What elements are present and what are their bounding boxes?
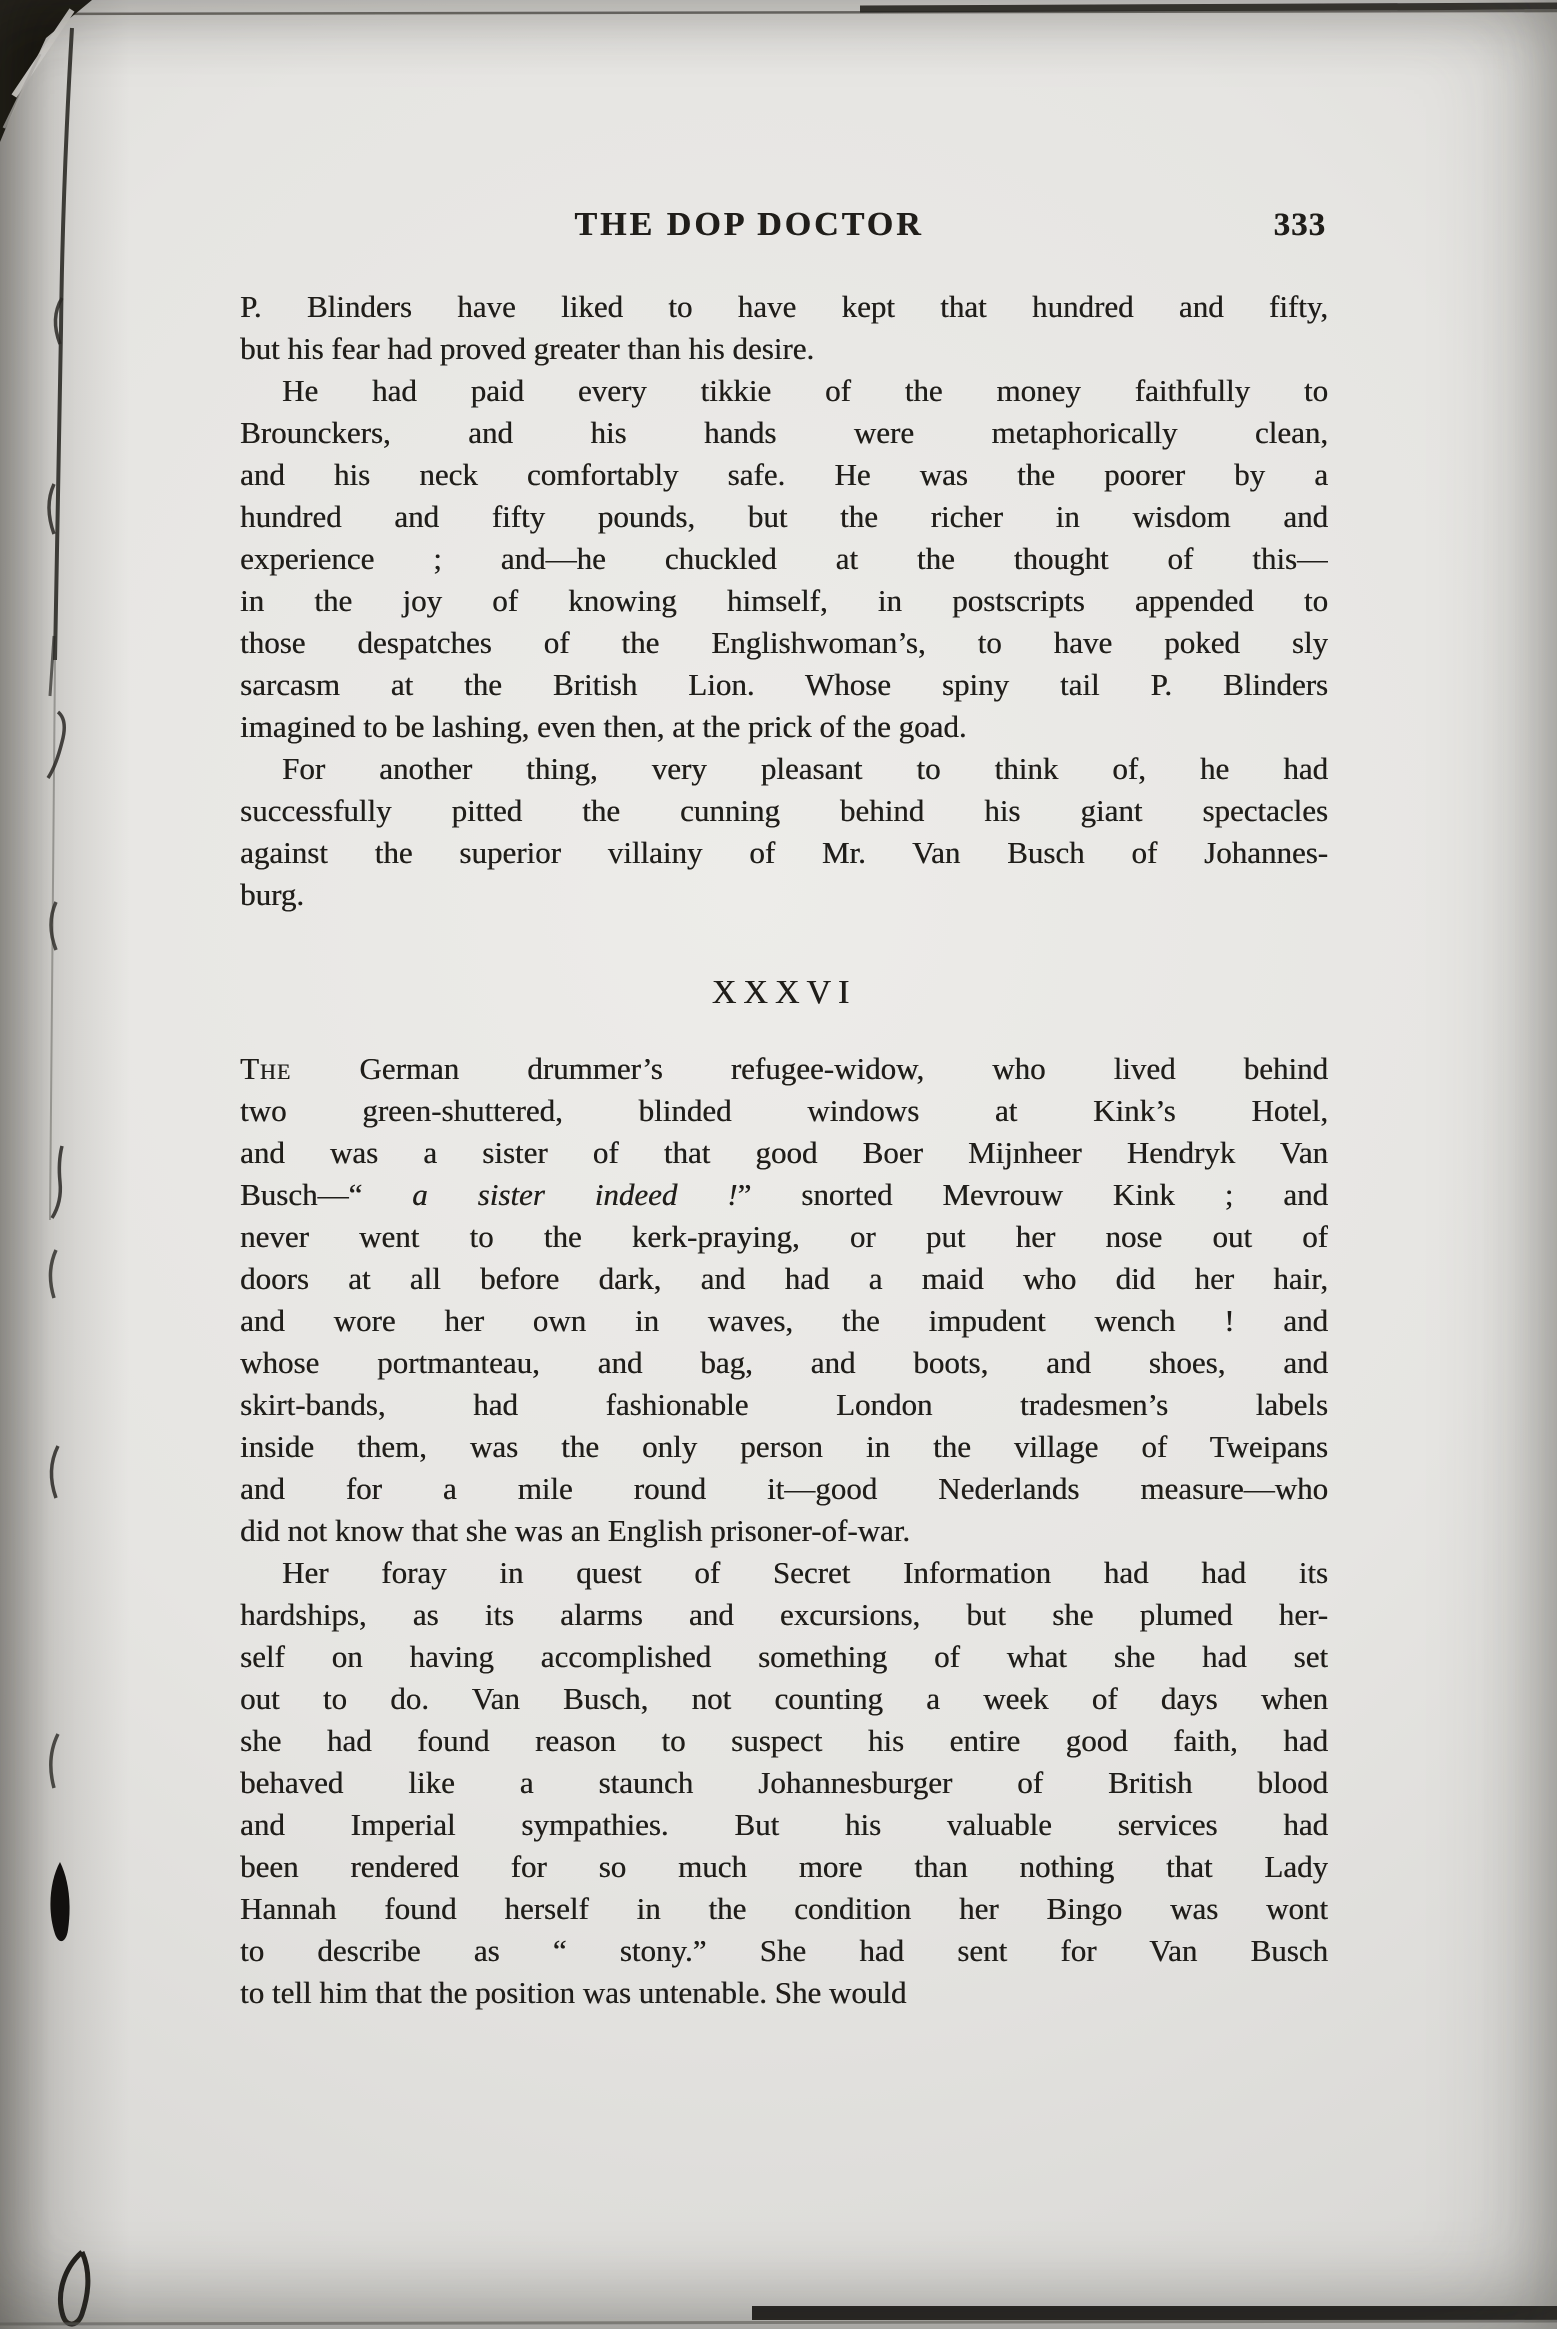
text-segment: hardships, as its alarms and excursions, but she plumed her- (240, 1597, 1328, 1632)
text-line (240, 1090, 1328, 1132)
text-segment: imagined to be lashing, even then, at the prick of the goad. (240, 709, 967, 744)
text-segment: doors at all before dark, and had a maid who did her hair, (240, 1261, 1328, 1296)
text-line (240, 1972, 1328, 2014)
scan-bottom-dark-band (752, 2306, 1557, 2320)
text-segment-smallcaps: The (240, 1051, 292, 1086)
ink-mark-bottom (60, 2252, 88, 2324)
text-segment: against the superior villainy of Mr. Van Busch of Johannes- (240, 835, 1328, 870)
text-segment: out to do. Van Busch, not counting a week of days when (240, 1681, 1328, 1716)
page-body (240, 286, 1328, 2014)
text-line (240, 664, 1328, 706)
text-segment: Hannah found herself in the condition her Bingo was wont (240, 1891, 1328, 1926)
text-segment: and his neck comfortably safe. He was the poorer by a (240, 457, 1328, 492)
text-line (240, 832, 1328, 874)
page-corner-fold-line (14, 10, 72, 96)
text-segment: hundred and fifty pounds, but the richer in wisdom and (240, 499, 1328, 534)
text-line (240, 748, 1328, 790)
ink-mark (50, 1250, 56, 1298)
gutter-pen-line-faint (50, 660, 55, 1220)
text-line (240, 1552, 1328, 1594)
ink-mark (48, 712, 64, 778)
running-title: THE DOP DOCTOR (574, 206, 924, 243)
text-segment: been rendered for so much more than nothing that Lady (240, 1849, 1328, 1884)
text-segment: Busch—“ (240, 1177, 413, 1212)
text-line (240, 1174, 1328, 1216)
text-line (240, 790, 1328, 832)
text-segment: Her foray in quest of Secret Information had had its (282, 1555, 1328, 1590)
text-segment: never went to the kerk-praying, or put her nose out of (240, 1219, 1328, 1254)
text-line (240, 1258, 1328, 1300)
text-line (240, 1846, 1328, 1888)
text-line (240, 1930, 1328, 1972)
text-segment: she had found reason to suspect his entire good faith, had (240, 1723, 1328, 1758)
text-segment: skirt-bands, had fashionable London tradesmen’s labels (240, 1387, 1328, 1422)
text-segment: sarcasm at the British Lion. Whose spiny tail P. Blinders (240, 667, 1328, 702)
binding-gutter-shadow (0, 0, 130, 2329)
text-line (240, 1678, 1328, 1720)
text-segment: to tell him that the position was untenable. She would (240, 1975, 907, 2010)
text-segment: experience ; and—he chuckled at the thought of this— (240, 541, 1328, 576)
text-segment: ” snorted Mevrouw Kink ; and (737, 1177, 1328, 1212)
text-line (240, 874, 1328, 916)
text-line (240, 1300, 1328, 1342)
running-header (240, 206, 1328, 250)
page-number: 333 (1273, 207, 1326, 243)
ink-mark (55, 298, 62, 344)
text-line (240, 1762, 1328, 1804)
text-segment: whose portmanteau, and bag, and boots, and shoes, and (240, 1345, 1328, 1380)
text-line (240, 496, 1328, 538)
text-segment: burg. (240, 877, 305, 912)
text-segment: but his fear had proved greater than his desire. (240, 331, 815, 366)
text-column (240, 206, 1328, 2014)
text-line (240, 328, 1328, 370)
page-corner-mark (0, 0, 92, 142)
text-segment-italic: a sister indeed ! (412, 1177, 738, 1212)
text-segment: successfully pitted the cunning behind his giant spectacles (240, 793, 1328, 828)
text-line (240, 1468, 1328, 1510)
ink-mark (50, 636, 54, 696)
text-line (240, 1636, 1328, 1678)
text-line (240, 1594, 1328, 1636)
text-segment: Brounckers, and his hands were metaphorically clean, (240, 415, 1328, 450)
text-segment: For another thing, very pleasant to think of, he had (282, 751, 1328, 786)
text-segment: and for a mile round it—good Nederlands measure—who (240, 1471, 1328, 1506)
text-segment: and wore her own in waves, the impudent wench ! and (240, 1303, 1328, 1338)
scan-top-edge-dark-band (860, 6, 1557, 9)
text-segment: and Imperial sympathies. But his valuable services had (240, 1807, 1328, 1842)
page-corner-fold-line-2 (4, 54, 40, 128)
text-line (240, 1216, 1328, 1258)
text-line (240, 370, 1328, 412)
text-segment: P. Blinders have liked to have kept that hundred and fifty, (240, 289, 1328, 324)
text-line (240, 706, 1328, 748)
text-segment: two green-shuttered, blinded windows at Kink’s Hotel, (240, 1093, 1328, 1128)
text-segment: He had paid every tikkie of the money faithfully to (282, 373, 1328, 408)
text-segment: those despatches of the Englishwoman’s, to have poked sly (240, 625, 1328, 660)
text-line (240, 622, 1328, 664)
text-segment: to describe as “ stony.” She had sent for Van Busch (240, 1933, 1328, 1968)
text-line (240, 538, 1328, 580)
ink-mark (52, 1146, 62, 1218)
text-line (240, 1888, 1328, 1930)
ink-blob (50, 1862, 69, 1941)
text-segment: German drummer’s refugee-widow, who lived behind (291, 1051, 1328, 1086)
ink-mark (51, 902, 56, 950)
text-line (240, 580, 1328, 622)
text-line (240, 454, 1328, 496)
gutter-pen-line (55, 28, 72, 660)
scan-bottom-edge-line (0, 2321, 1557, 2324)
text-line (240, 412, 1328, 454)
text-line (240, 286, 1328, 328)
text-segment: did not know that she was an English prisoner-of-war. (240, 1513, 911, 1548)
text-line (240, 1426, 1328, 1468)
ink-mark (51, 1734, 58, 1788)
text-segment: inside them, was the only person in the village of Tweipans (240, 1429, 1328, 1464)
text-segment: self on having accomplished something of what she had set (240, 1639, 1328, 1674)
scan-top-edge-line (0, 11, 1557, 14)
text-line (240, 1510, 1328, 1552)
text-segment: behaved like a staunch Johannesburger of British blood (240, 1765, 1328, 1800)
text-line (240, 1384, 1328, 1426)
text-line (240, 1342, 1328, 1384)
ink-mark (51, 1446, 58, 1498)
text-segment: and was a sister of that good Boer Mijnheer Hendryk Van (240, 1135, 1328, 1170)
text-line (240, 1720, 1328, 1762)
text-line (240, 1048, 1328, 1090)
text-segment: in the joy of knowing himself, in postscripts appended to (240, 583, 1328, 618)
text-line (240, 1804, 1328, 1846)
chapter-heading: XXXVI (711, 974, 857, 1011)
ink-mark (49, 484, 54, 534)
text-line (240, 1132, 1328, 1174)
